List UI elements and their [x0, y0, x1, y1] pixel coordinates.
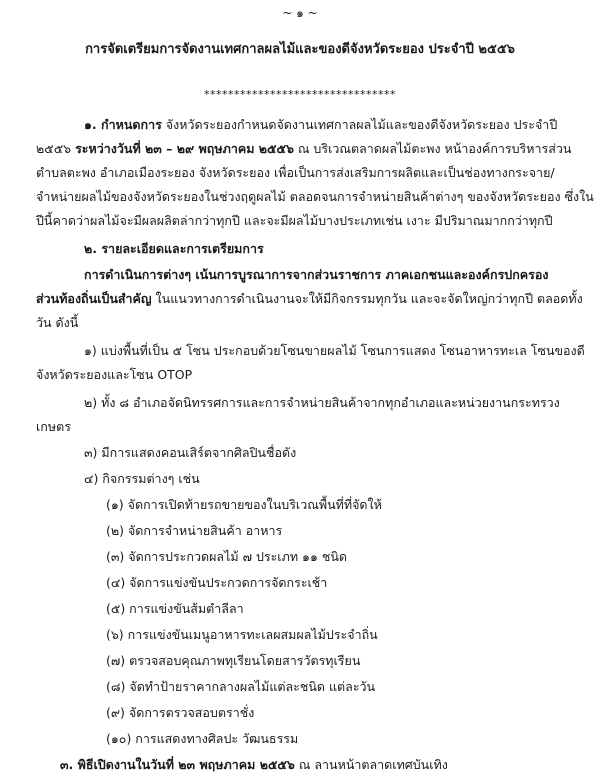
item1-line2: จังหวัดระยองและโซน OTOP	[36, 367, 193, 382]
activity-item: (๙) จัดการตรวจสอบตราชั่ง	[106, 705, 255, 720]
activity-item: (๖) การแข่งขันเมนูอาหารทะเลผสมผลไม้ประจำถิ่น	[106, 627, 378, 642]
activity-item: (๘) จัดทำป้ายราคากลางผลไม้แต่ละชนิด แต่ละวัน	[106, 679, 376, 694]
section1-line4: จำหน่ายผลไม้ของจังหวัดระยองในช่วงฤดูผลไม้ ตลอดจนการจำหน่ายสินค้าต่างๆ ของจังหวัดระยอง ซึ่งใน	[36, 189, 594, 204]
section1-line2-text: ณ บริเวณตลาดผลไม้ตะพง หน้าองค์การบริหารส่วน	[293, 141, 572, 156]
section1-line1	[84, 116, 557, 134]
section2-intro-line3: วัน ดังนี้	[36, 315, 79, 330]
activity-item: (๑) จัดการเปิดท้ายรถขายของในบริเวณพื้นที่ที่จัดให้	[106, 497, 382, 512]
item2-line2: เกษตร	[36, 419, 71, 434]
activity-item: (๓) จัดการประกวดผลไม้ ๗ ประเภท ๑๑ ชนิด	[106, 549, 348, 564]
activity-item: (๒) จัดการจำหน่ายสินค้า อาหาร	[106, 523, 283, 538]
item1-line1: ๑) แบ่งพื้นที่เป็น ๕ โซน ประกอบด้วยโซนขายผลไม้ โซนการแสดง โซนอาหารทะเล โซนของดี	[84, 343, 585, 358]
section1-line5: ปีนี้คาดว่าผลไม้จะมีผลผลิตล่ากว่าทุกปี และจะมีผลไม้บางประเภทเช่น เงาะ มีปริมาณมากกว่าทุกปี	[36, 213, 553, 228]
section1-line3: ตำบลตะพง อำเภอเมืองระยอง จังหวัดระยอง เพื่อเป็นการส่งเสริมการผลิตและเป็นช่องทางกระจาย/	[36, 165, 555, 180]
section1-year: ๒๕๕๖	[36, 141, 76, 156]
activity-item: (๔) จัดการแข่งขันประกวดการจัดกระเช้า	[106, 575, 328, 590]
section2-intro-line1: การดำเนินการต่างๆ เน้นการบูรณาการจากส่วนราชการ ภาคเอกชนและองค์กรปกครอง	[84, 267, 549, 282]
divider-stars: ********************************	[204, 88, 396, 101]
section1-heading: ๑. กำหนดการ	[84, 117, 162, 132]
activity-item: (๗) ตรวจสอบคุณภาพทุเรียนโดยสารวัตรทุเรียน	[106, 653, 361, 668]
section1-line1-text: จังหวัดระยองกำหนดจัดงานเทศกาลผลไม้และของดีจังหวัดระยอง ประจำปี	[161, 117, 558, 132]
section1-dates: ระหว่างวันที่ ๒๓ – ๒๙ พฤษภาคม ๒๕๕๖	[75, 141, 294, 156]
item4: ๔) กิจกรรมต่างๆ เช่น	[84, 471, 200, 486]
section3-heading: ๓. พิธีเปิดงานในวันที่ ๒๓ พฤษภาคม ๒๕๕๖	[60, 757, 295, 772]
item3: ๓) มีการแสดงคอนเสิร์ตจากศิลปินชื่อดัง	[84, 445, 297, 460]
item2-line1: ๒) ทั้ง ๘ อำเภอจัดนิทรรศการและการจำหน่ายสินค้าจากทุกอำเภอและหน่วยงานกระทรวง	[84, 395, 560, 410]
section2-intro-bold: ส่วนท้องถิ่นเป็นสำคัญ	[36, 291, 152, 306]
section1-line2	[36, 140, 571, 158]
section2-heading: ๒. รายละเอียดและการเตรียมการ	[84, 241, 264, 256]
section3-line	[60, 756, 448, 774]
section3-text: ณ ลานหน้าตลาดเทศบันเทิง	[294, 757, 448, 772]
activity-item: (๕) การแข่งขันส้มตำลีลา	[106, 601, 244, 616]
document-title: การจัดเตรียมการจัดงานเทศกาลผลไม้และของดีจังหวัดระยอง ประจำปี ๒๕๕๖	[85, 42, 515, 57]
section2-intro-text: ในแนวทางการดำเนินงานจะให้มีกิจกรรมทุกวัน และจะจัดใหญ่กว่าทุกปี ตลอดทั้ง	[151, 291, 583, 306]
section2-intro-line2	[36, 290, 583, 308]
page-number: ~ ๑ ~	[282, 6, 318, 20]
activity-item: (๑๐) การแสดงทางศิลปะ วัฒนธรรม	[106, 731, 299, 746]
